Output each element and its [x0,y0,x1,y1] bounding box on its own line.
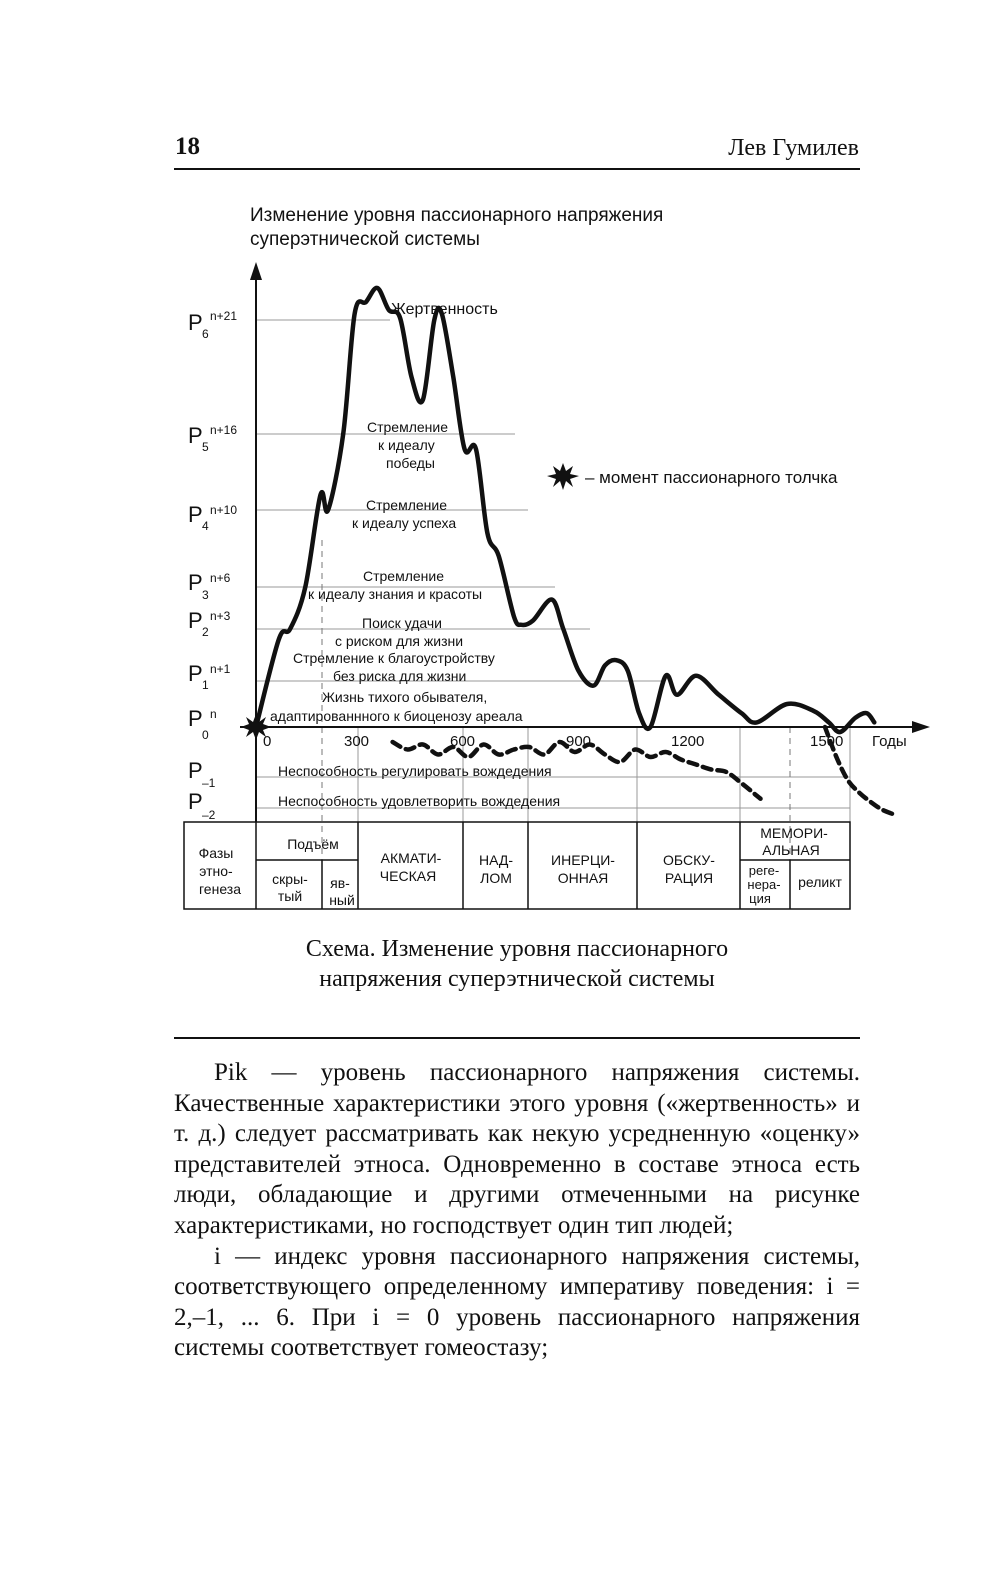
phase-obscuration: РАЦИЯ [664,870,714,886]
phase-regeneration: нера- [747,877,781,892]
chart-title-line1: Изменение уровня пассионарного напряжения [250,205,664,226]
phase-regeneration: реге- [748,863,780,878]
y-level-sup: n+3 [210,609,231,623]
page-number: 18 [175,133,200,160]
phases-header: Фазы [198,845,234,861]
x-axis-arrow [912,721,930,733]
y-level-sub: –2 [202,808,216,822]
y-level-base: P [188,570,203,595]
phase-memorial: АЛЬНАЯ [762,842,820,858]
running-head: Лев Гумилев [728,135,859,161]
y-level-sub: 5 [202,440,209,454]
x-axis-label: Годы [872,733,907,750]
y-level-sup: n+16 [210,423,238,437]
level-label: Жизнь тихого обывателя, [322,689,488,705]
y-level-base: P [188,661,203,686]
phase-rise-hidden: скры- [272,871,308,887]
level-label: к идеалу успеха [352,515,457,531]
phases-header: генеза [199,881,241,897]
phase-acmatic: ЧЕСКАЯ [379,868,437,884]
y-level-base: P [188,758,203,783]
level-label: Неспособность удовлетворить вождедения [278,793,561,809]
level-label: адаптированнного к биоценозу ареала [270,708,523,724]
chart-title-line2: суперэтнической системы [250,229,480,250]
x-tick-label: 0 [263,733,272,750]
phase-breakdown: НАД- [478,852,514,868]
paragraph: i — индекс уровня пассионарного напряжения системы, соответствующего определенному императиву поведения: i = 2,–1, ... 6. При i = 0 уровень пассионарного напряжения системы соответствует гомеостазу; [174,1242,860,1362]
phase-rise: Подъём [287,836,339,852]
level-label: без риска для жизни [333,668,467,684]
phase-rise-explicit: яв- [330,875,350,891]
level-label: Стремление [363,568,445,584]
caption-rule [174,1037,860,1039]
level-label: Жертвенность [391,301,498,318]
figure-caption [174,934,860,994]
level-label: Стремление [367,419,449,435]
phase-inertial: ОННАЯ [557,870,609,886]
y-level-sup: n+1 [210,662,231,676]
phase-rise-hidden: тый [277,888,303,904]
y-level-sub: 4 [202,519,209,533]
x-tick-label: 1200 [671,733,705,750]
y-level-label [188,608,231,639]
y-axis-arrow [250,262,262,280]
y-level-sup: n+21 [210,309,238,323]
phase-regeneration: ция [749,891,771,906]
level-label: Стремление [366,497,448,513]
y-level-sub: 3 [202,588,209,602]
x-tick-label: 900 [566,733,592,750]
passionary-push-legend-icon [547,463,579,490]
caption-line: напряжения суперэтнической системы [319,966,715,992]
level-label: Поиск удачи [362,615,442,631]
y-level-base: P [188,789,203,814]
phase-obscuration: ОБСКУ- [663,852,715,868]
phase-acmatic: АКМАТИ- [380,850,442,866]
y-level-sup: n+6 [210,571,231,585]
phase-memorial: МЕМОРИ- [760,825,828,841]
y-level-base: P [188,310,203,335]
y-level-label [188,758,216,790]
level-label: с риском для жизни [335,633,464,649]
y-level-base: P [188,706,203,731]
y-level-sub: 2 [202,625,209,639]
x-tick-label: 1500 [810,733,844,750]
phase-relict: реликт [798,874,842,890]
y-level-label [188,570,231,602]
y-level-label [188,423,237,454]
x-tick-label: 300 [344,733,370,750]
x-tick-label: 600 [450,733,476,750]
caption-line: Схема. Изменение уровня пассионарного [305,936,729,962]
level-label: победы [386,455,435,471]
phase-breakdown: ЛОМ [480,870,512,886]
y-level-label [188,309,237,341]
body-text [174,1058,860,1364]
phases-labels [199,825,843,908]
legend-label: – момент пассионарного толчка [585,468,838,487]
y-level-label [188,502,237,533]
y-level-base: P [188,502,203,527]
y-level-label [188,706,217,742]
paragraph: Pik — уровень пассионарного напряжения системы. Качественные характеристики этого уровня («жертвенность» и т. д.) следует рассматривать как некую усредненную «оценку» представителей этноса. Одновременно в составе этноса есть люди, обладающие и другими отмеченными на рисунке характеристиками, но господствует один тип людей; [174,1059,860,1239]
phases-header: этно- [199,863,233,879]
y-level-sub: 0 [202,728,209,742]
y-level-sub: –1 [202,776,216,790]
y-level-label [188,661,231,692]
phase-inertial: ИНЕРЦИ- [551,852,615,868]
y-level-sup: n [210,707,217,721]
y-level-sub: 1 [202,678,209,692]
level-label: Стремление к благоустройству [293,650,495,666]
phase-rise-explicit: ный [329,892,355,908]
legend [547,463,838,490]
y-level-base: P [188,423,203,448]
level-label: Неспособность регулировать вождедения [278,763,552,779]
level-label: к идеалу [378,437,435,453]
y-level-sup: n+10 [210,503,238,517]
y-level-label [188,789,216,822]
y-level-sub: 6 [202,327,209,341]
level-label: к идеалу знания и красоты [308,586,483,602]
y-level-base: P [188,608,203,633]
